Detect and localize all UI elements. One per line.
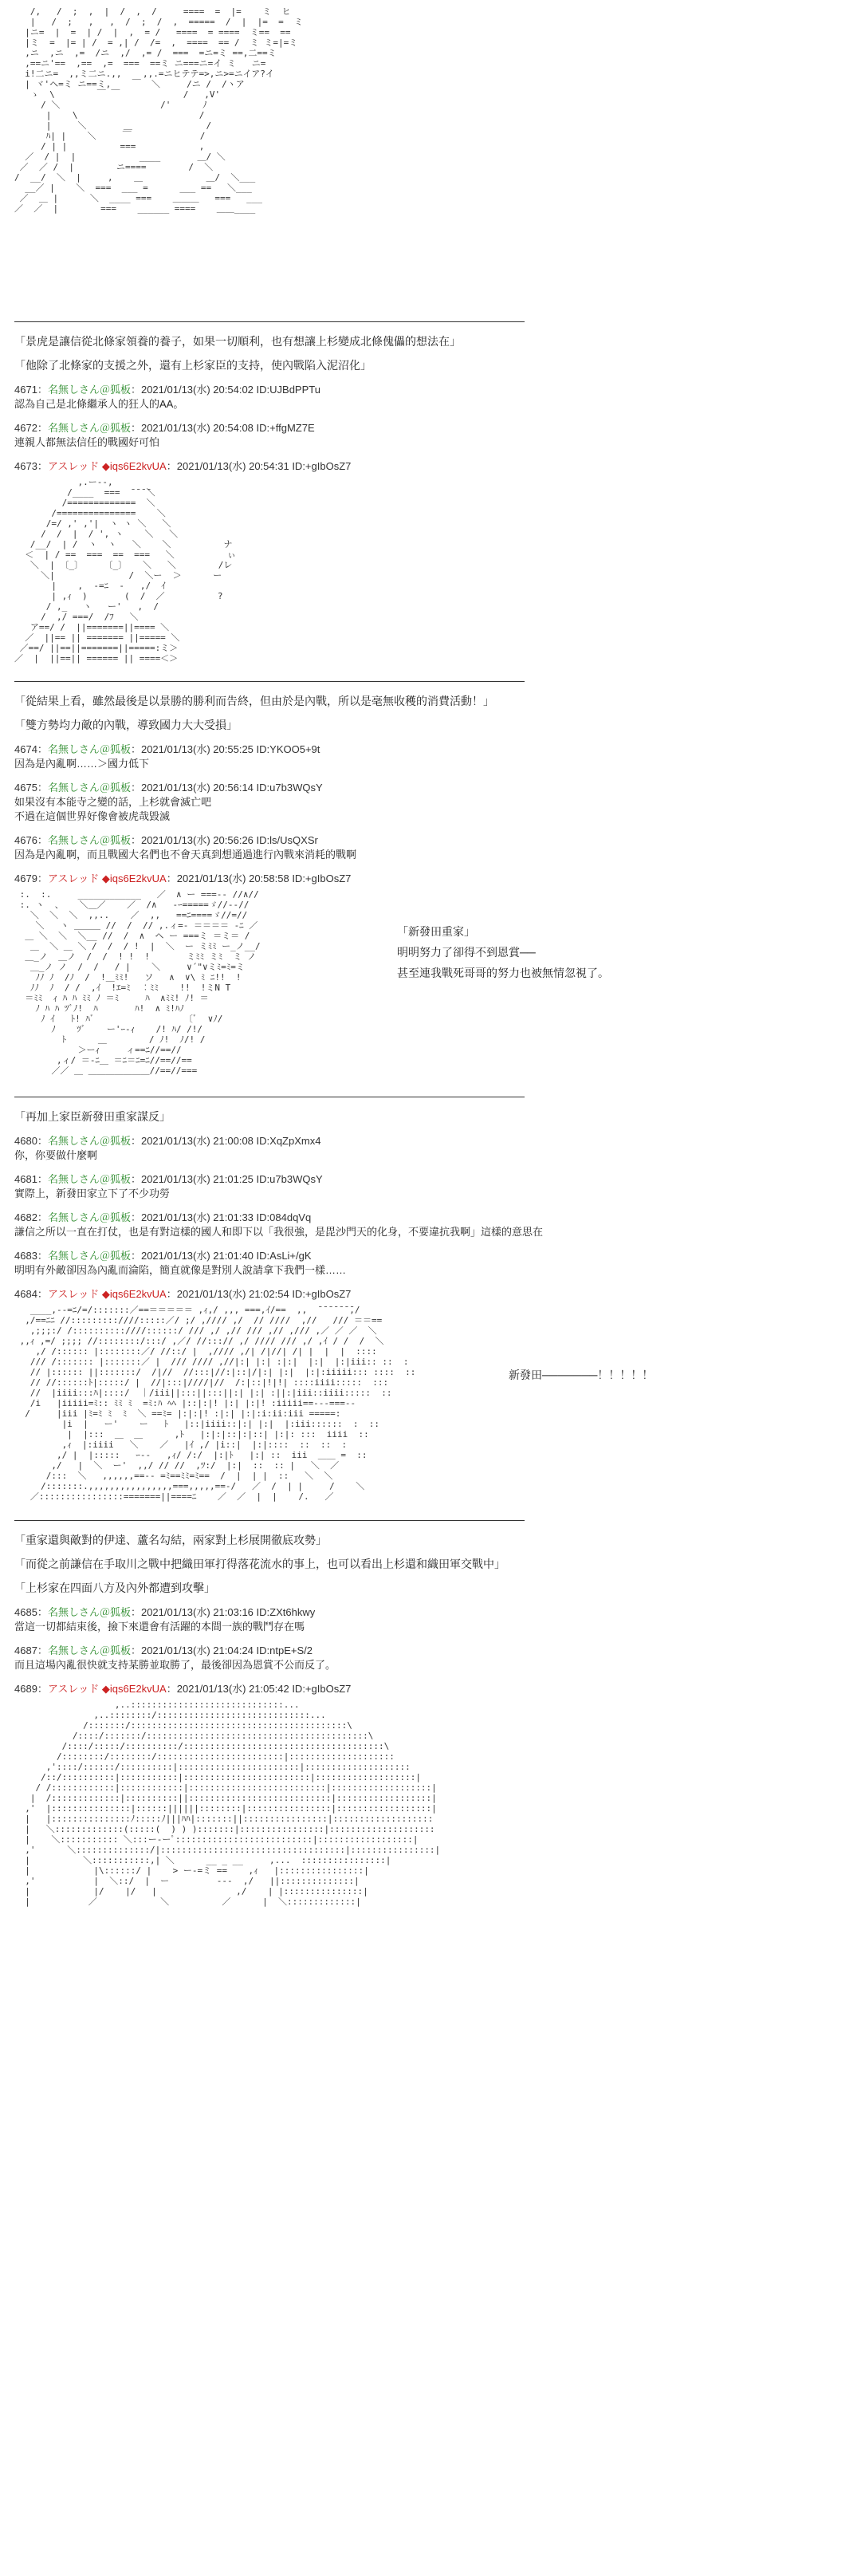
art-block-2: [14, 477, 847, 673]
narration: 「而從之前謙信在手取川之戰中把織田軍打得落花流水的事上，也可以看出上杉還和織田軍交戰中」: [14, 1558, 505, 1570]
post-4679: 4679：アスレッド ◆iqs6E2kvUA：2021/01/13(水) 20:58:58 ID:+gIbOsZ7: [14, 872, 352, 884]
post-4682: 4682：名無しさん＠狐板：2021/01/13(水) 21:01:33 ID:084dqVq 謙信之所以一直在打仗，也是有對這樣的國人和即下以「我很強，是毘沙門天的化身，不要違抗我啊」這樣的意思在: [14, 1211, 544, 1238]
narration: 「他除了北條家的支援之外，還有上杉家臣的支持，使內戰陷入泥沼化」: [14, 359, 372, 372]
narration: 「景虎是讓信從北條家領養的養子，如果一切順利，也有想讓上杉變成北條傀儡的想法在」: [14, 335, 461, 348]
post-4685: 4685：名無しさん＠狐板：2021/01/13(水) 21:03:16 ID:ZXt6hkwy 當這一切都結束後，撿下來還會有活躍的本間一族的戰鬥存在嗎: [14, 1606, 316, 1633]
narration: 「雙方勢均力敵的內戰，導致國力大大受損」: [14, 719, 238, 731]
narration: 「從結果上看，雖然最後是以景勝的勝利而告終，但由於是內戰，所以是毫無收穫的消費活動！」: [14, 695, 494, 707]
post-4675: 4675：名無しさん＠狐板：2021/01/13(水) 20:56:14 ID:u7b3WQsY 如果沒有本能寺之變的話，上杉就會滅亡吧 不過在這個世界好像會被虎哉毀滅: [14, 782, 323, 822]
ascii-art-shigeie: :. :. ____________ ／ ∧ ー ===-- //∧// :. ヽ 、 ＼＿／ ／ /∧ -ｰ=====ゞ//--// ＼ ＼ ＼ ,,.. ／ ,, ==ﾆ====ゞ//=// ＼ ヽ ＿＿＿ // / // ,.ィ=- ＝＝＝＝ -ﾆ ／ ＿ ＼ ＼ ＼__ // / ∧ ヘ ー ===ミ ＝ミ＝ / ＿ ＼ ＿ ＼ / / / ! | ＼ ー ミﾐﾐ ー_ノ__/ ＿_ノ ＿ノ / / ! ! ! ミﾐﾐ ミﾐ ミ ノ ＿_ノ ノ / / / | ＼ ∨´"∨ミﾐ=ﾐ=ミ ﾉﾉ ﾉ /ﾉ / !＿ﾐﾐ! ソ ∧ ∨\ ﾐ ﾆ!! ! ﾉﾉ ﾉ / / ,ｲ !ｴ=ﾐ ︰ﾐﾐ !! !ミN T ＝ﾐﾐ ｨ ﾊ ﾊ ﾐﾐ ﾉ ＝ﾐ ﾊ ∧ﾐﾐ! ﾉ! ＝ ﾉ ﾊ ﾊ ﾂﾞﾉ! ﾊ ﾊ! ∧ ﾐ!ﾊﾉ ﾉ ｲ ﾄ! ﾊﾞ 〔ﾞ ∨ﾉ/ ﾉ ﾂﾞ ー'ｰ-ｨ /! ﾊ/ /!/ ﾄ ＿ / ﾉ! ﾉ/! / ＞ーｨ ィ==ﾆ//==// ,ィ/ ＝-ﾆ＿ ＝ﾆ＝ﾆ=ﾆ//==//== ／／ ＿ ＿＿＿＿＿＿＿//==//===: [19, 889, 261, 1076]
divider: [14, 321, 525, 322]
post-4683: 4683：名無しさん＠狐板：2021/01/13(水) 21:01:40 ID:AsLi+/gK 明明有外敵卻因為內亂而淪陷，簡直就像是對別人說請拿下我們一樣……: [14, 1250, 347, 1276]
ascii-art-kagetora: /, / ; , | / , / ==== = |= ミ ヒ | / ; , , / ; / , ===== / | |= = ミ |ニ= | = | / | , = / ==== = ==== ミ== == |ミ = |= | / = ,| / /= , ==== == / ミ ミ=|=ミ ,ニ ,ニ ,= /ニ ,/ ,= / === =ニ=ミ ==,二==ミ ,==ニ'== ,== ,= === ==ミ ニ===ニ=イ ミ ニ= i!二ニ= ,,ミ二ニ.,, ,,.=ニヒテテ=>,ニ>=ニイア?イ | ヾ'ヘ=ミ ニ==ミ, ￣ ＼ /ニ / /ヽア ゝ \ ￣ ￣ / ,V' / ＼ /' ﾉ | \ / | ＼ ＿ / ﾊ| | ＼ ￣ / / | | === , ／ / | | ____ ＿/ ＼ ／ ／ / | ニ==== / ＼ / __/ ＼ | , ＿ ＿/ ＼___ __／ | ＼ === ___ = ___ == ＼___ ／ ＿ | ＼ ____ === ＿＿＿ === ___ ／ ／ | === ______ ==== ＿＿____: [14, 6, 303, 214]
art-block-3: [14, 889, 847, 1089]
narration: 「再加上家臣新發田重家謀反」: [14, 1110, 171, 1123]
divider: [14, 681, 525, 682]
post-4672: 4672：名無しさん＠狐板：2021/01/13(水) 20:54:08 ID:+ffgMZ7E 連親人都無法信任的戰國好可怕: [14, 422, 315, 448]
post-4671: 4671：名無しさん＠狐板：2021/01/13(水) 20:54:02 ID:UJBdPPTu 認為自己是北條繼承人的狂人的AA。: [14, 384, 320, 410]
ascii-art-girl: ,.ー--, /____ === ̄ ̄ ̄ ̄＼ /============= ＼ /=============== ＼ /=/ ,' ,'| ヽ ヽ ＼ ＼ / / | / ', ヽ ＼ ＼ /__/ | / ヽ ヽ ＼ ＼ ナ ＜ | / == === == === ＼ ぃ ＼ | 〔_〕 〔_〕 ＼ ＼ /レ ＼| / ＼ー ＞ ー | , -=ﾆ ‐ ,/ ｲ | ,ｨ ) ( / ／ ? / ,_ ヽ ー' , / / ,/ ===/ /ﾌ ＼ ア==/ / ||=======||==== ＼ ／ ||== || ======= ||===== ＼ ／==/ ||==||=======||=====:ミ＞ ／ | ||==|| ====== || ====＜＞: [14, 477, 237, 664]
post-4689: 4689：アスレッド ◆iqs6E2kvUA：2021/01/13(水) 21:05:42 ID:+gIbOsZ7: [14, 1683, 352, 1695]
art-block-4: [14, 1305, 847, 1512]
post-4687: 4687：名無しさん＠狐板：2021/01/13(水) 21:04:24 ID:ntpE+S/2 而且這場內亂很快就支持某勝並取勝了，最後卻因為恩賞不公而反了。: [14, 1644, 336, 1671]
narration: 「上杉家在四面八方及內外都遭到攻擊」: [14, 1581, 215, 1594]
shigeie-dialogue: 「新發田重家」 明明努力了卻得不到恩賞── 甚至連我戰死哥哥的努力也被無情忽視了。: [397, 925, 609, 979]
narration: 「重家還與敵對的伊達、蘆名勾結，兩家對上杉展開徹底攻勢」: [14, 1534, 327, 1546]
post-4684: 4684：アスレッド ◆iqs6E2kvUA：2021/01/13(水) 21:02:54 ID:+gIbOsZ7: [14, 1288, 352, 1300]
post-4676: 4676：名無しさん＠狐板：2021/01/13(水) 20:56:26 ID:ls/UsQXSr 因為是內亂啊，而且戰國大名們也不會天真到想通過進行內戰來消耗的戰啊: [14, 834, 357, 861]
post-4674: 4674：名無しさん＠狐板：2021/01/13(水) 20:55:25 ID:YKOO5+9t 因為是內亂啊……＞國力低下: [14, 743, 320, 770]
post-4681: 4681：名無しさん＠狐板：2021/01/13(水) 21:01:25 ID:u7b3WQsY 實際上，新發田家立下了不少功勞: [14, 1173, 323, 1199]
post-4673: 4673：アスレッド ◆iqs6E2kvUA：2021/01/13(水) 20:54:31 ID:+gIbOsZ7: [14, 460, 352, 472]
ascii-art-boy: ,..:::::::::::::::::::::::::::::... ,..::::::::/:::::::::::::::::::::::::::::... /:::::::/:::::::::::::::::::::::::::::::::::::::::\ /::::/:::::::/::::::::::::::::::::::::::::::::::::::::::\ /::::/:::::/::::::::::/::::::::::::::::::::::::::::::::::::::\ /::::::::/::::::::/::::::::::::::::::::::::|:::::::::::::::::::: ,'::::/::::::/::::::::::|:::::::::::::::::::::::|:::::::::::::::::::: /::/::::::::::|:::::::::::|::::::::::::::::::::::::|:::::::::::::::::::| / /::::::::::::|::::::::::::|::::::::::::::::::::::::::|:::::::::::::::::::| | /:::::::::::::|::::::::::||:::::::::::::::::::::::::::|::::::::::::::::::| ,' |:::::::::::::::|::::::||||||::::::::|::::::::::::::::|::::::::::::::::::| | |:::::::::::::::ﾉ:::::ﾉ|||ﾊﾊ|:::::::||::::::::::::::::|::::::::::::::::::: | ＼:::::::::::::(:::::( ) ) ):::::::|::::::::::::::::|:::::::::::::::::::: | ＼::::::::::: ＼:::ー-ーﾟ::::::::::::::::::::::::::|::::::::::::::::::| ,' ＼::::::::::::::/|:::::::::::::::::::::::::::::::::::|::::::::::::::::| | ＼:::::::::::,| ＼ __ _ __ ,... ::::::::::::::::| | |\::::::/ | > ー-=ミ == ,ｨ |::::::::::::::::| ,' | ＼::/ | ー --- ,/ ||::::::::::::::| | |/ |/ | ,/ | |:::::::::::::::| | ／ ＼ ／ | ＼:::::::::::::|: [25, 1700, 441, 1907]
post-4680: 4680：名無しさん＠狐板：2021/01/13(水) 21:00:08 ID:XqZpXmx4 你，你要做什麼啊: [14, 1135, 321, 1161]
ascii-art-angry: ____,--=ﾆ/=/:::::::／==＝＝＝＝＝ ,ｨ,/ ,,, ===,ｲ/== ,, ̄ ̄ ̄ ̄ ̄ ̄ ̄,/ ,/==ﾆﾆ //:::::::::////:::::／/ ;/ ,//// ,/ // //// ,// /// ＝＝== ,;;;:/ /::::::::::////::::::/ /// ,/ ,// /// ,// ,/// ,／ ／ ／ ＼ ,,ｨ ,=/ ;;;; //::::::::/:::/ ,／/ //:::// ,/ //// /// ,/ ,ｲ / / / ＼ ,/ /:::::: |::::::::／/ //::/ | ,//// ,/| /|//| /| | | | :::: /// /::::::: |:::::::／ | /// //// ,//|:| |:| :|:| |:| |:|iii:: :: : // |:::::: ||:::::::/ /|// //:::|//:|::|/|:| |:| |:|:iiiii::: :::: :: // //::::::ﾄ|:::::/ | //|:::|////|// /:|::|!|!| ::::iiii::::: ::: // |iiii:::ﾊ|::::/ ｜/iii||:::||:::||:| |:| :||:|iii::iiii::::: :: /i |iiiii=ﾐ:: ﾐﾐ ﾐ =ﾐ:ﾊ ﾍﾍ |::|:|! |:| |:|! :iiiii==---===-- / |iii |ﾐ=ﾐ ﾐ ﾐ ＼ ==ﾐ= |:|:|! :|:| |:|:i:ii:iii =====: |i | ー' ー ﾄ |::|iiii::|:| |:| |:iii:::::: : :: | |::: ＿ ＿ ,ﾄ |:|:|::|:|::| |:|: ::: iiii :: ,ｨ |:iiii ＼ ／ |ｲ ,/ |i::| |:|:::: :: :: : ,/ | |::::: ｰ-- ,ｨ/ /:/ |:|ﾄ |:| :: iii ＿＿ = :: ,/ | ＼ ー' ,,/ // // ,ﾂ:/ |:| :: :: | ＼ ／ /::: ＼ ,,,,,,==-- =ﾐ==ﾐﾐ=ﾐ== / | | | :: ＼ ＼ /:::::::.,,,,,,,,,,,,,,,,===,,,,,==-/ ／ / | | / ＼ ／::::::::::::::::=======||====ﾆ ／ ／ | | /. ／: [19, 1305, 416, 1502]
angry-shout: 新發田───────！！！！！: [509, 1369, 654, 1381]
divider: [14, 1520, 525, 1521]
